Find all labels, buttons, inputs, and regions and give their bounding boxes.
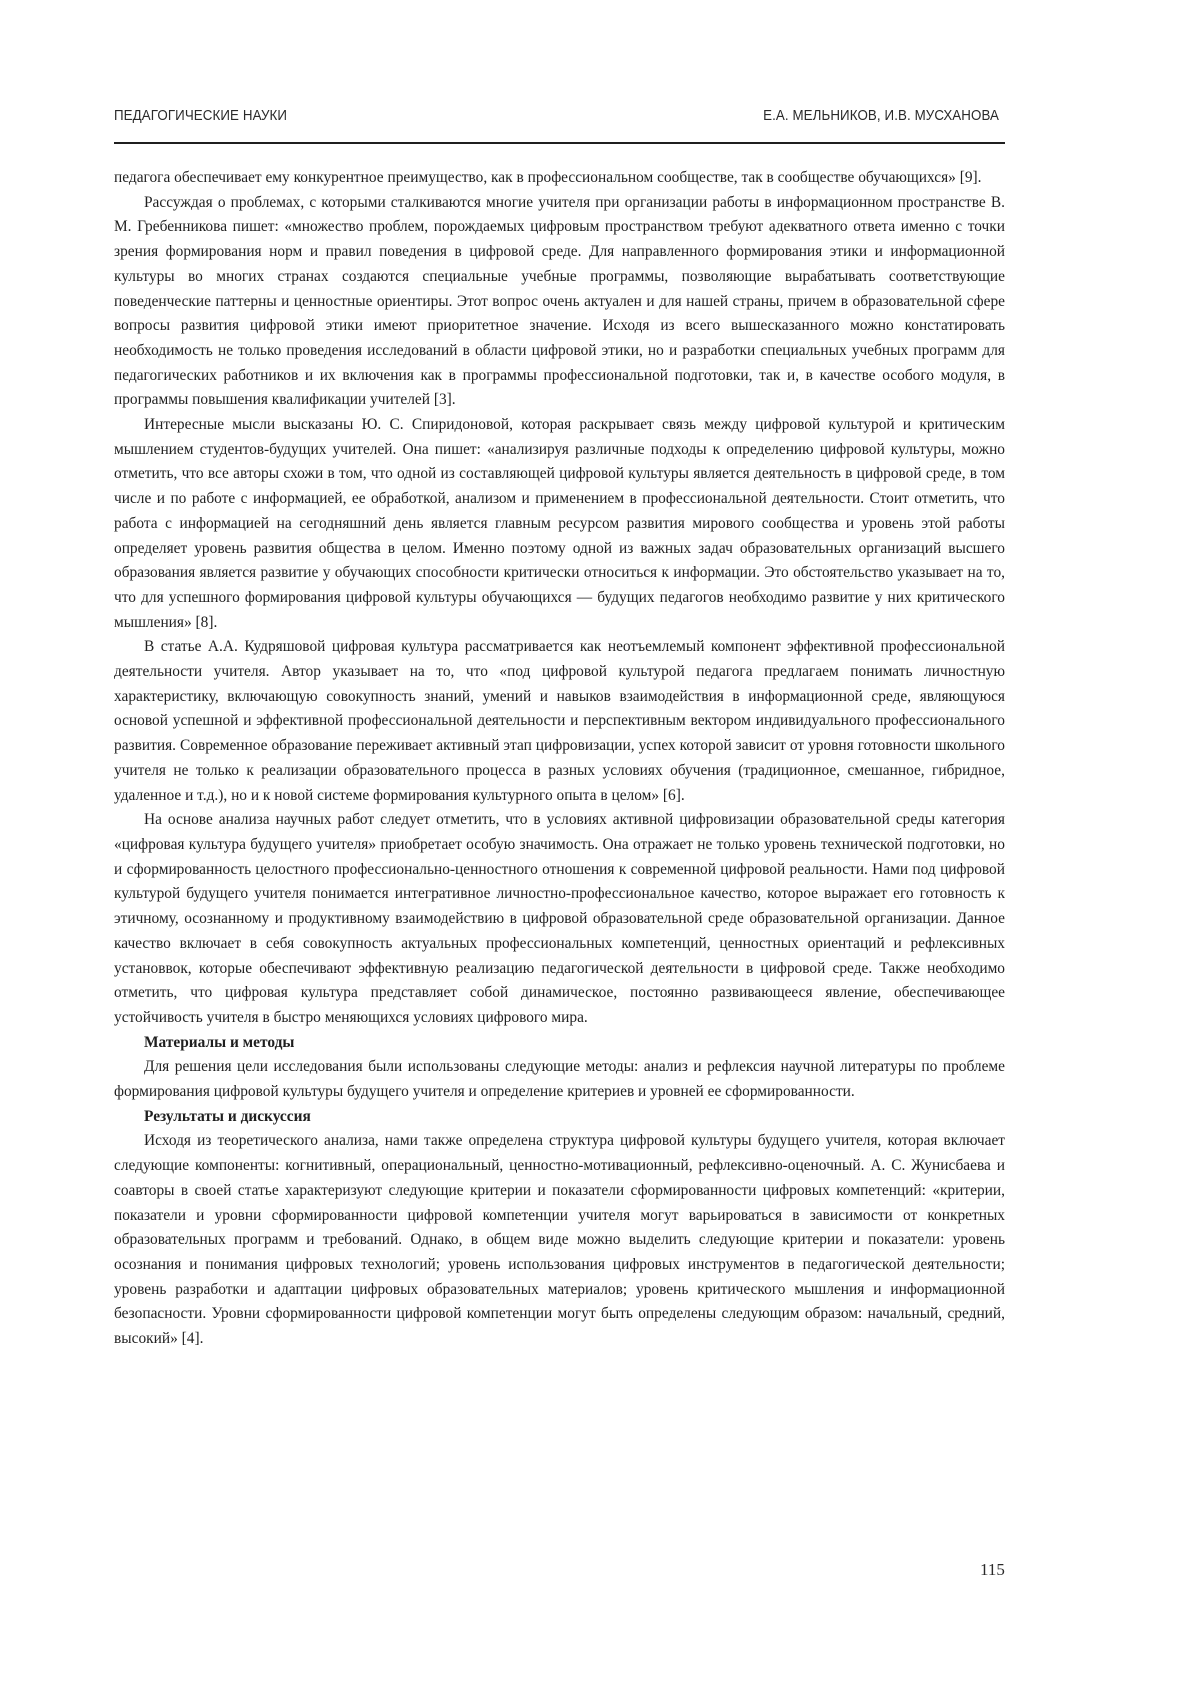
paragraph-spiridonova: Интересные мысли высказаны Ю. С. Спиридоновой, которая раскрывает связь между цифровой культурой и критическим мышлением студентов-будущих учителей. Она пишет: «анализируя различные подходы к определению цифровой культуры, можно отметить, что все авторы схожи в том, что одной из составляющей цифровой культуры является деятельность в цифровой среде, в том числе и по работе с информацией, ее обработкой, анализом и применением в профессиональной деятельности. Стоит отметить, что работа с информацией на сегодняшний день является главным ресурсом развития мирового сообщества и уровень этой работы определяет уровень развития общества в целом. Именно поэтому одной из важных задач образовательных организаций высшего образования является развитие у обучающих способности критически относиться к информации. Это обстоятельство указывает на то, что для успешного формирования цифровой культуры обучающихся — будущих педагогов необходимо развитие у них критического мышления» [8]. bbox=[114, 416, 1005, 631]
page-number: 115 bbox=[980, 1560, 1005, 1579]
header-divider bbox=[114, 142, 1005, 144]
paragraph-kudryashova: В статье А.А. Кудряшовой цифровая культура рассматривается как неотъемлемый компонент эффективной профессиональной деятельности учителя. Автор указывает на то, что «под цифровой культурой педагога предлагаем понимать личностную характеристику, включающую совокупность знаний, умений и навыков взаимодействия в информационной среде, являющуюся основой успешной и эффективной профессиональной деятельности и перспективным вектором индивидуального профессионального развития. Современное образование переживает активный этап цифровизации, успех которой зависит от уровня готовности школьного учителя не только к реализации образовательного процесса в разных условиях обучения (традиционное, смешанное, гибридное, удаленное и т.д.), но и к новой системе формирования культурного опыта в целом» [6]. bbox=[114, 638, 1005, 804]
article-body bbox=[114, 166, 1005, 1352]
running-header bbox=[114, 108, 1000, 124]
section-heading-results: Результаты и дискуссия bbox=[144, 1107, 311, 1125]
paragraph-definition: На основе анализа научных работ следует отметить, что в условиях активной цифровизации образовательной среды категория «цифровая культура будущего учителя» приобретает особую значимость. Она отражает не только уровень технической подготовки, но и сформированность целостного профессионально-ценностного отношения к современной цифровой реальности. Нами под цифровой культурой будущего учителя понимается интегративное личностно-профессиональное качество, которое выражает его готовность к этичному, осознанному и продуктивному взаимодействию в цифровой образовательной среде образовательной организации. Данное качество включает в себя совокупность актуальных профессиональных компетенций, ценностных ориентаций и рефлексивных установвок, которые обеспечивают эффективную реализацию педагогической деятельности в цифровой среде. Также необходимо отметить, что цифровая культура представляет собой динамическое, постоянно развивающееся явление, обеспечивающее устойчивость учителя в быстро меняющихся условиях цифрового мира. bbox=[114, 811, 1005, 1026]
paragraph-grebennikova: Рассуждая о проблемах, с которыми сталкиваются многие учителя при организации работы в информационном пространстве В. М. Гребенникова пишет: «множество проблем, порождаемых цифровым пространством требуют адекватного ответа именно с точки зрения формирования норм и правил поведения в цифровой среде. Для направленного формирования этики и информационной культуры во многих странах создаются специальные учебные программы, позволяющие вырабатывать соответствующие поведенческие паттерны и ценностные ориентиры. Этот вопрос очень актуален и для нашей страны, причем в образовательной сфере вопросы развития цифровой этики имеют приоритетное значение. Исходя из всего вышесказанного можно констатировать необходимость не только проведения исследований в области цифровой этики, но и разработки специальных учебных программ для педагогических работников и их включения как в программы профессиональной подготовки, так и, в качестве особого модуля, в программы повышения квалификации учителей [3]. bbox=[114, 193, 1005, 409]
paragraph-methods: Для решения цели исследования были использованы следующие методы: анализ и рефлексия научной литературы по проблеме формирования цифровой культуры будущего учителя и определение критериев и уровней ее сформированности. bbox=[114, 1058, 1005, 1101]
paragraph-results: Исходя из теоретического анализа, нами также определена структура цифровой культуры будущего учителя, которая включает следующие компоненты: когнитивный, операциональный, ценностно-мотивационный, рефлексивно-оценочный. А. С. Жунисбаева и соавторы в своей статье характеризуют следующие критерии и показатели сформированности цифровых компетенций: «критерии, показатели и уровни сформированности цифровой компетенции учителя могут варьироваться в зависимости от конкретных образовательных программ и требований. Однако, в общем виде можно выделить следующие критерии и показатели: уровень осознания и понимания цифровых технологий; уровень использования цифровых инструментов в педагогической деятельности; уровень разработки и адаптации цифровых образовательных материалов; уровень критического мышления и информационной безопасности. Уровни сформированности цифровой компетенции могут быть определены следующим образом: начальный, средний, высокий» [4]. bbox=[114, 1132, 1005, 1348]
article-authors: Е.А. МЕЛЬНИКОВ, И.В. МУСХАНОВА bbox=[763, 108, 1000, 124]
section-heading-methods: Материалы и методы bbox=[144, 1033, 295, 1051]
paragraph-continuation: педагога обеспечивает ему конкурентное преимущество, как в профессиональном сообществе, так в сообществе обучающихся» [9]. bbox=[114, 169, 982, 186]
journal-section-title: ПЕДАГОГИЧЕСКИЕ НАУКИ bbox=[114, 108, 288, 124]
